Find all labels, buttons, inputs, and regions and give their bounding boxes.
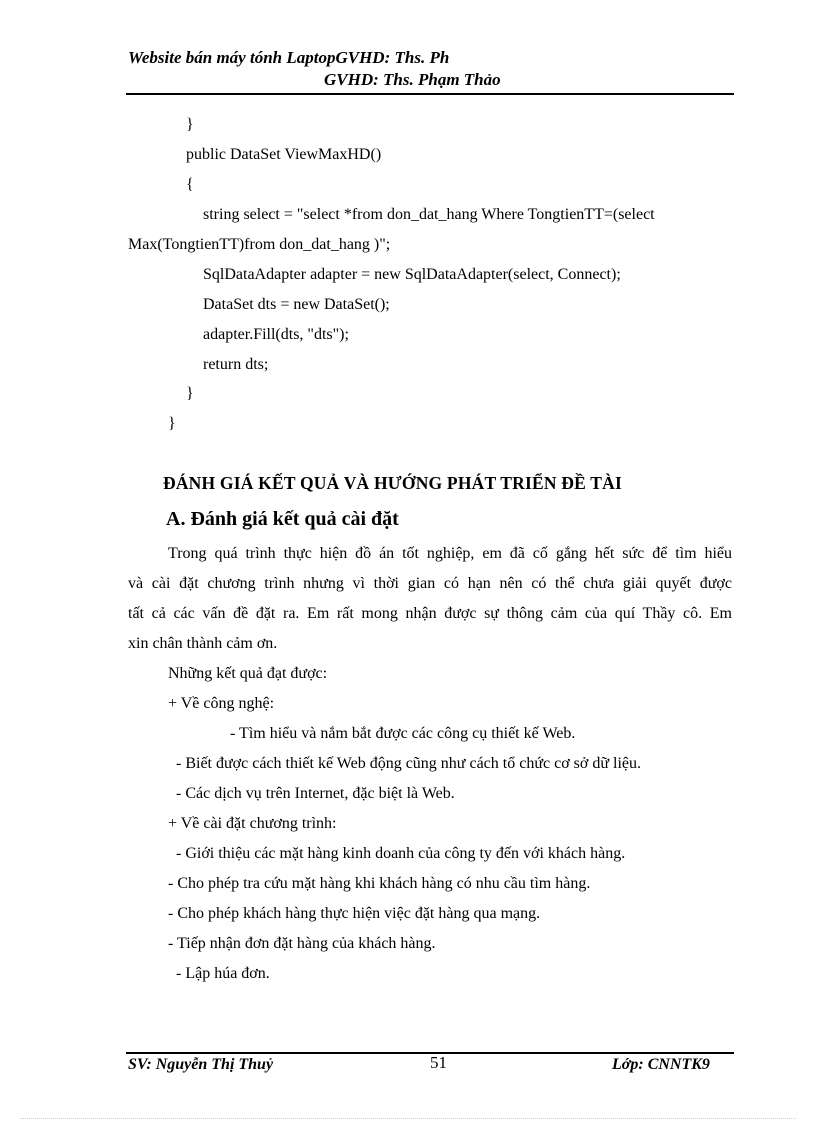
paragraph-line: Trong quá trình thực hiện đồ án tốt nghiệp, em đã cố gắng hết sức để tìm hiểu: [168, 545, 732, 562]
list-item: Những kết quả đạt được:: [168, 665, 328, 682]
list-item: - Các dịch vụ trên Internet, đặc biệt là Web.: [176, 785, 455, 802]
code-line: Max(TongtienTT)from don_dat_hang )";: [128, 236, 391, 253]
list-item: - Cho phép khách hàng thực hiện việc đặt hàng qua mạng.: [168, 905, 541, 922]
paragraph-line: và cài đặt chương trình nhưng vì thời gian có hạn nên có thể chưa giải quyết được: [128, 575, 732, 592]
header-title-line-2: GVHD: Ths. Phạm Thảo: [324, 70, 501, 89]
code-line: {: [186, 176, 194, 193]
page-number: 51: [430, 1053, 447, 1072]
code-line: public DataSet ViewMaxHD(): [186, 146, 382, 163]
code-line: adapter.Fill(dts, "dts");: [203, 326, 349, 343]
list-item: + Về cài đặt chương trình:: [168, 815, 337, 832]
section-title: ĐÁNH GIÁ KẾT QUẢ VÀ HƯỚNG PHÁT TRIỂN ĐỀ TÀI: [163, 473, 622, 493]
header-rule: [126, 93, 734, 95]
list-item: - Tìm hiểu và nắm bắt được các công cụ thiết kế Web.: [230, 725, 576, 742]
footer-class: Lớp: CNNTK9: [612, 1056, 710, 1073]
list-item: - Lập húa đơn.: [176, 965, 270, 982]
subsection-title: A. Đánh giá kết quả cài đặt: [166, 508, 399, 530]
code-line: return dts;: [203, 356, 269, 373]
list-item: - Cho phép tra cứu mặt hàng khi khách hàng có nhu cầu tìm hàng.: [168, 875, 591, 892]
list-item: - Biết được cách thiết kế Web động cũng như cách tổ chức cơ sở dữ liệu.: [176, 755, 642, 772]
paragraph-line: xin chân thành cảm ơn.: [128, 635, 278, 652]
list-item: - Giới thiệu các mặt hàng kinh doanh của công ty đến với khách hàng.: [176, 845, 626, 862]
page-edge-divider: [20, 1118, 796, 1119]
code-line: }: [168, 415, 176, 432]
paragraph-line: tất cả các vấn đề đặt ra. Em rất mong nhận được sự thông cảm của quí Thầy cô. Em: [128, 605, 732, 622]
code-line: }: [186, 116, 194, 133]
list-item: + Về công nghệ:: [168, 695, 275, 712]
code-line: SqlDataAdapter adapter = new SqlDataAdapter(select, Connect);: [203, 266, 621, 283]
code-line: }: [186, 385, 194, 402]
header-title-line-1: Website bán máy tónh LaptopGVHD: Ths. Ph: [128, 48, 450, 67]
code-line: DataSet dts = new DataSet();: [203, 296, 390, 313]
code-line: string select = "select *from don_dat_hang Where TongtienTT=(select: [203, 206, 655, 223]
footer-student: SV: Nguyễn Thị Thuỷ: [128, 1056, 274, 1073]
list-item: - Tiếp nhận đơn đặt hàng của khách hàng.: [168, 935, 436, 952]
